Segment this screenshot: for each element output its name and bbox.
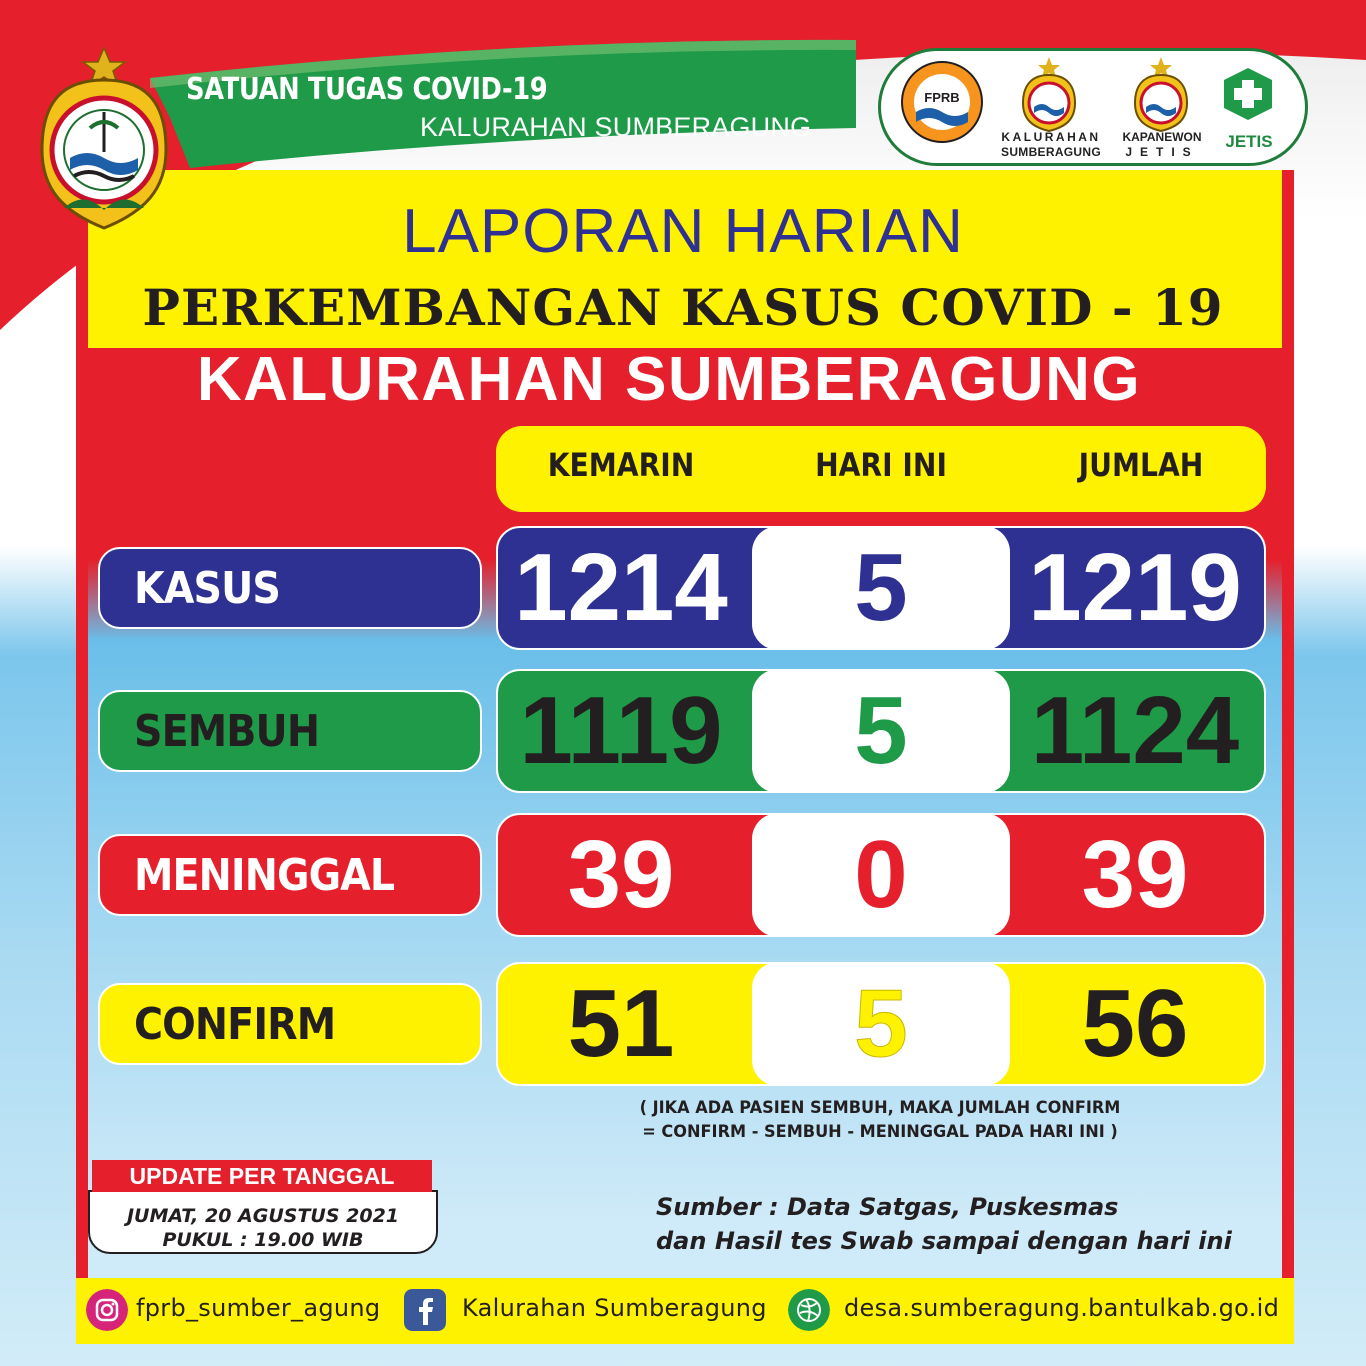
data-source <box>656 1190 1266 1258</box>
row-label-sembuh <box>98 690 482 772</box>
puskesmas-cross-icon <box>1220 66 1276 122</box>
task-force-title: SATUAN TUGAS COVID-19 <box>186 72 548 107</box>
kalurahan-logo-label <box>996 130 1106 160</box>
report-title: LAPORAN HARIAN <box>402 197 964 266</box>
kalurahan-label-line2: SUMBERAGUNG <box>1001 145 1101 159</box>
puskesmas-logo-label: JETIS <box>1225 132 1273 151</box>
update-datetime <box>88 1204 438 1252</box>
facebook-icon <box>404 1289 446 1331</box>
sembuh-kemarin-value: 1119 <box>519 677 723 784</box>
website-url[interactable]: desa.sumberagung.bantulkab.go.id <box>844 1294 1280 1322</box>
update-date: JUMAT, 20 AGUSTUS 2021 <box>126 1205 400 1227</box>
row-label-text: KASUS <box>134 563 281 614</box>
row-label-text: SEMBUH <box>134 706 320 757</box>
source-line2: dan Hasil tes Swab sampai dengan hari ini <box>656 1227 1232 1255</box>
report-location: KALURAHAN SUMBERAGUNG <box>196 345 1142 414</box>
sembuh-hari-ini-value: 5 <box>854 677 908 784</box>
column-header-jumlah: JUMLAH <box>1078 446 1204 484</box>
update-time: PUKUL : 19.00 WIB <box>162 1229 364 1251</box>
note-line1: ( JIKA ADA PASIEN SEMBUH, MAKA JUMLAH CONFIRM <box>639 1098 1121 1118</box>
column-header-kemarin: KEMARIN <box>547 446 695 484</box>
row-label-text: CONFIRM <box>134 999 336 1050</box>
update-heading: UPDATE PER TANGGAL <box>92 1160 432 1192</box>
confirm-kemarin-value: 51 <box>567 970 675 1077</box>
kapanewon-label-line2: JETIS <box>1125 145 1199 159</box>
calculation-note <box>576 1096 1184 1144</box>
meninggal-kemarin-value: 39 <box>567 821 675 928</box>
kalurahan-label-line1: KALURAHAN <box>1001 130 1101 144</box>
sembuh-jumlah-value: 1124 <box>1030 677 1240 784</box>
kasus-kemarin-value: 1214 <box>514 534 728 641</box>
kapanewon-logo-label <box>1110 130 1214 160</box>
fprb-logo-icon <box>900 60 984 144</box>
instagram-icon <box>86 1289 128 1331</box>
meninggal-jumlah-value: 39 <box>1081 821 1189 928</box>
task-force-subtitle: KALURAHAN SUMBERAGUNG <box>420 112 812 142</box>
instagram-handle[interactable]: fprb_sumber_agung <box>136 1294 381 1322</box>
fprb-logo-text: FPRB <box>924 90 960 105</box>
note-line2: = CONFIRM - SEMBUH - MENINGGAL PADA HARI INI ) <box>642 1122 1118 1142</box>
meninggal-hari-ini-value: 0 <box>854 821 908 928</box>
report-subtitle: PERKEMBANGAN KASUS COVID - 19 <box>142 278 1224 337</box>
row-label-kasus <box>98 547 482 629</box>
website-globe-icon <box>788 1289 830 1331</box>
confirm-hari-ini-value: 5 <box>854 970 908 1077</box>
row-label-confirm <box>98 983 482 1065</box>
row-label-meninggal <box>98 834 482 916</box>
facebook-page[interactable]: Kalurahan Sumberagung <box>462 1294 767 1322</box>
kasus-hari-ini-value: 5 <box>854 534 908 641</box>
source-line1: Sumber : Data Satgas, Puskesmas <box>656 1193 1119 1221</box>
kapanewon-emblem-icon <box>1132 55 1190 133</box>
kalurahan-emblem-icon <box>1020 55 1078 133</box>
row-label-text: MENINGGAL <box>134 850 395 901</box>
column-header-hari-ini: HARI INI <box>815 446 947 484</box>
kasus-jumlah-value: 1219 <box>1028 534 1242 641</box>
kapanewon-label-line1: KAPANEWON <box>1122 130 1202 144</box>
confirm-jumlah-value: 56 <box>1081 970 1189 1077</box>
